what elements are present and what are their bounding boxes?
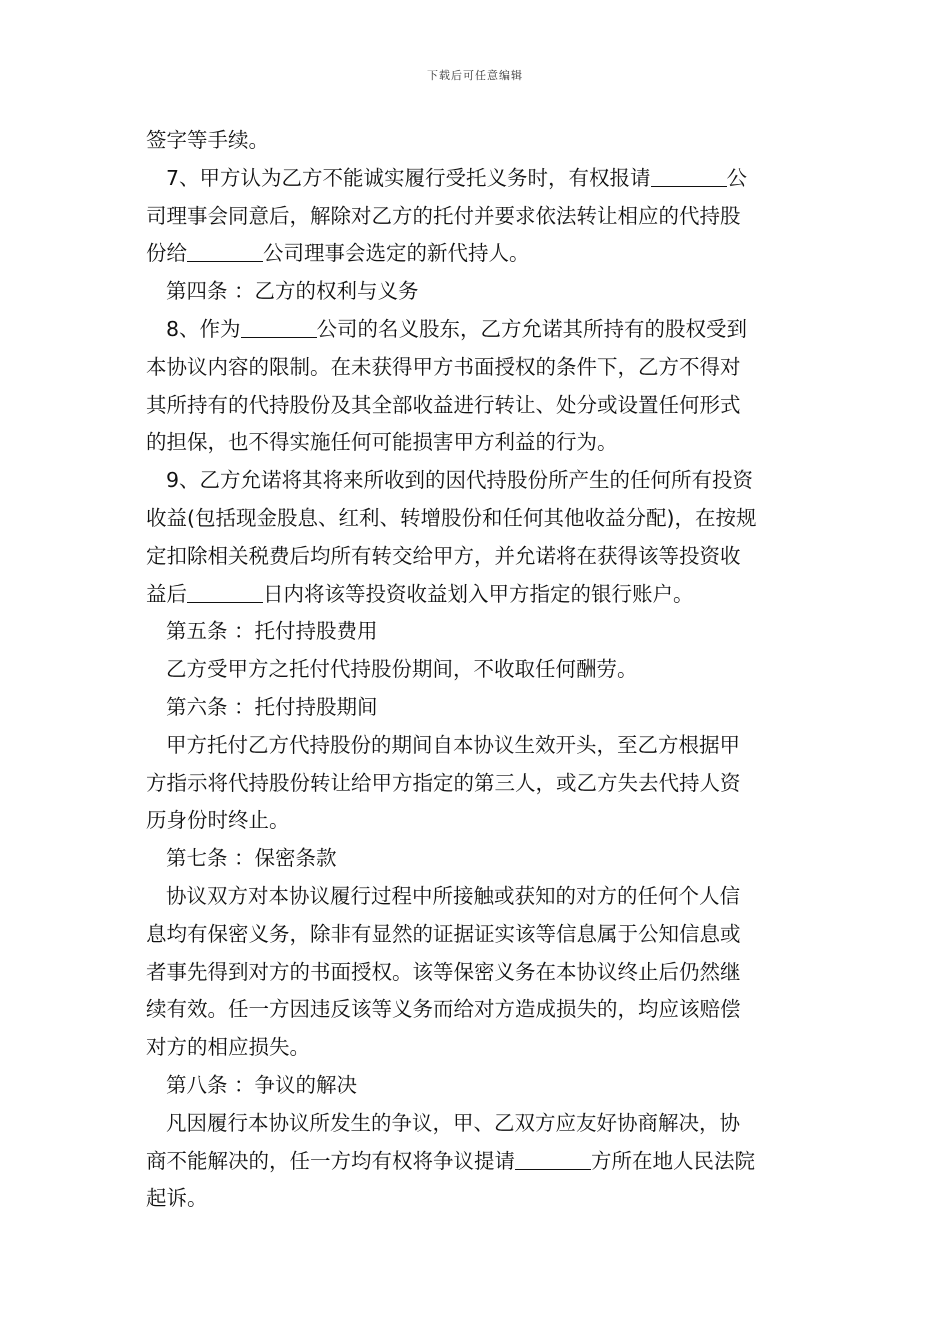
text-line: 者事先得到对方的书面授权。该等保密义务在本协议终止后仍然继 — [146, 959, 741, 984]
text-line: 方指示将代持股份转让给甲方指定的第三人，或乙方失去代持人资 — [146, 770, 741, 795]
paragraph — [146, 1105, 808, 1143]
text-span: 公 — [726, 165, 748, 190]
section-heading — [146, 840, 808, 878]
section-heading — [146, 1067, 808, 1105]
paragraph — [146, 878, 808, 916]
text-line: 其所持有的代持股份及其全部收益进行转让、处分或设置任何形式 — [146, 392, 741, 417]
text-line — [146, 1143, 808, 1181]
text-span: 8、作为 — [166, 316, 241, 341]
text-line: 本协议内容的限制。在未获得甲方书面授权的条件下，乙方不得对 — [146, 354, 741, 379]
text-line: 司理事会同意后，解除对乙方的托付并要求依法转让相应的代持股 — [146, 203, 741, 228]
fill-in-blank[interactable] — [241, 313, 317, 338]
text-line: 凡因履行本协议所发生的争议，甲、乙双方应友好协商解决，协 — [166, 1110, 740, 1135]
section-heading — [146, 689, 808, 727]
text-line: 乙方受甲方之托付代持股份期间，不收取任何酬劳。 — [166, 657, 638, 682]
paragraph — [146, 727, 808, 765]
text-line: 定扣除相关税费后均所有转交给甲方，并允诺将在获得该等投资收 — [146, 543, 741, 568]
text-line — [166, 311, 808, 349]
paragraph — [146, 122, 808, 160]
text-line: 续有效。任一方因违反该等义务而给对方造成损失的，均应该赔偿 — [146, 997, 741, 1022]
text-line: 收益(包括现金股息、红利、转增股份和任何其他收益分配)，在按规 — [146, 505, 757, 530]
page-header: 下载后可任意编辑 — [427, 69, 523, 82]
document-body — [146, 122, 808, 1218]
heading-line: 第六条 ：托付持股期间 — [166, 694, 378, 719]
paragraph-cont — [146, 916, 808, 1067]
text-span: 份给 — [146, 241, 187, 266]
text-span: 益后 — [146, 581, 187, 606]
paragraph — [146, 651, 808, 689]
text-line — [146, 235, 808, 273]
heading-line: 第七条 ：保密条款 — [166, 846, 337, 871]
clause-9 — [146, 462, 808, 500]
text-line — [166, 160, 808, 198]
text-line: 的担保，也不得实施任何可能损害甲方利益的行为。 — [146, 430, 618, 455]
fill-in-blank[interactable] — [187, 578, 263, 603]
heading-line: 第八条 ：争议的解决 — [166, 1072, 358, 1097]
clause-9-cont — [146, 500, 808, 613]
text-span: 方所在地人民法院 — [591, 1148, 755, 1173]
section-heading — [146, 613, 808, 651]
text-span: 商不能解决的，任一方均有权将争议提请 — [146, 1148, 515, 1173]
clause-8-cont — [146, 349, 808, 462]
text-line: 息均有保密义务，除非有显然的证据证实该等信息属于公知信息或 — [146, 921, 741, 946]
paragraph-cont — [146, 1143, 808, 1219]
clause-8 — [146, 311, 808, 349]
paragraph-cont — [146, 765, 808, 841]
fill-in-blank[interactable] — [187, 237, 263, 262]
text-span: 公司的名义股东，乙方允诺其所持有的股权受到 — [316, 316, 748, 341]
text-line: 协议双方对本协议履行过程中所接触或获知的对方的任何个人信 — [166, 883, 740, 908]
section-heading — [146, 273, 808, 311]
fill-in-blank[interactable] — [651, 162, 727, 187]
text-line: 历身份时终止。 — [146, 808, 290, 833]
text-span: 公司理事会选定的新代持人。 — [263, 241, 530, 266]
clause-7-cont — [146, 198, 808, 274]
fill-in-blank[interactable] — [515, 1145, 591, 1170]
text-line: 起诉。 — [146, 1186, 208, 1211]
clause-7 — [146, 160, 808, 198]
text-span: 7、甲方认为乙方不能诚实履行受托义务时，有权报请 — [166, 165, 651, 190]
heading-line: 第五条 ：托付持股费用 — [166, 619, 378, 644]
text-line: 甲方托付乙方代持股份的期间自本协议生效开头，至乙方根据甲 — [166, 732, 740, 757]
text-line: 对方的相应损失。 — [146, 1035, 310, 1060]
text-line: 签字等手续。 — [146, 128, 269, 152]
text-line — [146, 576, 808, 614]
text-span: 日内将该等投资收益划入甲方指定的银行账户。 — [263, 581, 694, 606]
text-line: 9、乙方允诺将其将来所收到的因代持股份所产生的任何所有投资 — [166, 468, 754, 493]
heading-line: 第四条 ：乙方的权利与义务 — [166, 279, 419, 304]
